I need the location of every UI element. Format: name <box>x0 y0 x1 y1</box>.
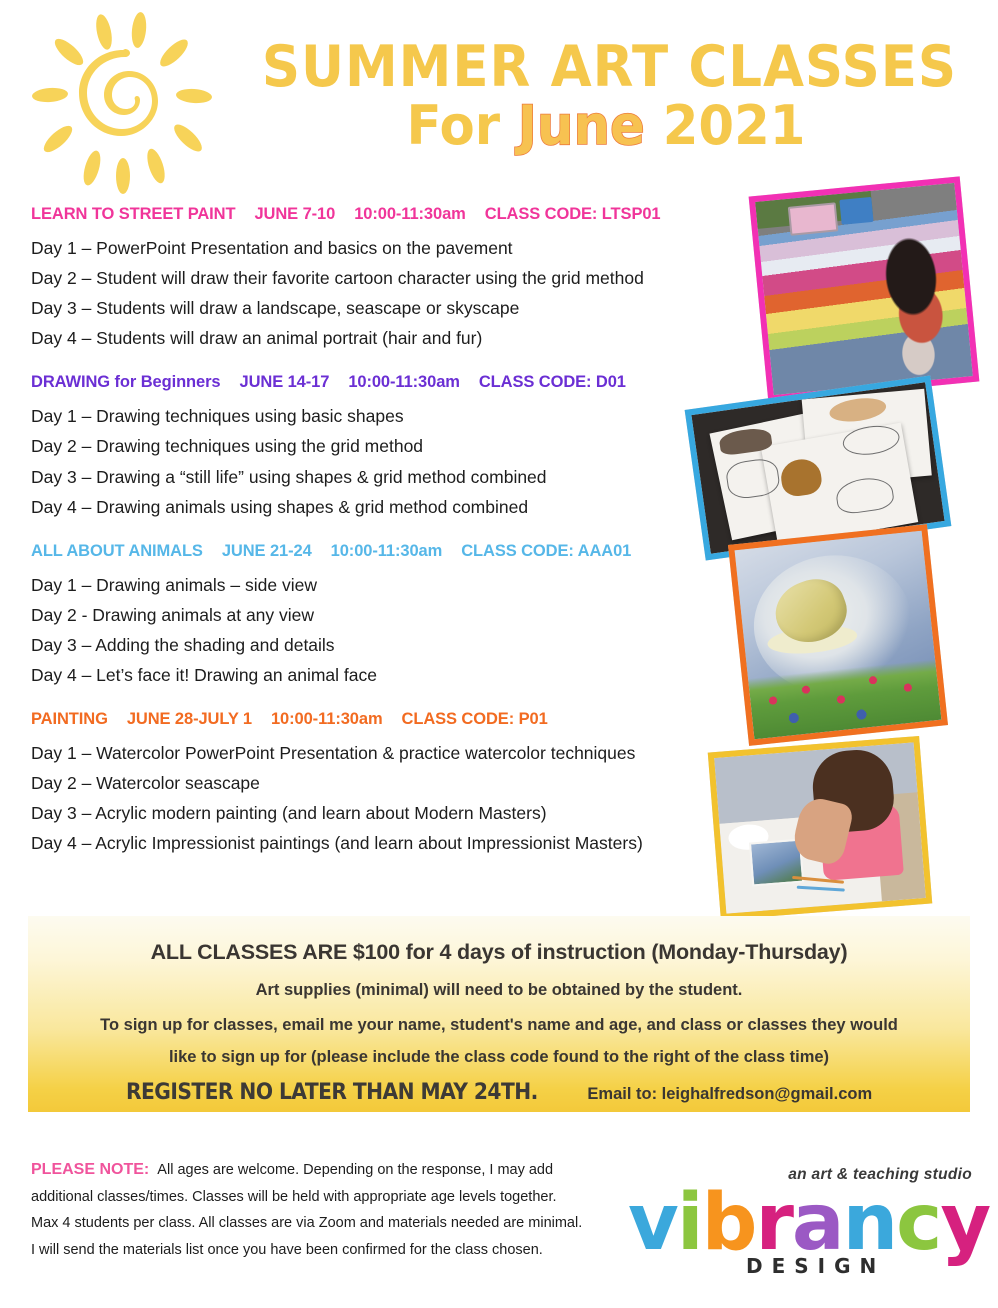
subtitle-year: 2021 <box>644 94 806 158</box>
sun-spiral-icon <box>18 8 228 198</box>
class-time: 10:00-11:30am <box>330 541 443 560</box>
class-time: 10:00-11:30am <box>354 205 466 223</box>
vibrancy-design-logo <box>628 1162 990 1280</box>
title-block <box>236 34 976 158</box>
class-day-line: Day 4 – Acrylic Impressionist paintings (and learn about Impressionist Masters) <box>31 833 643 854</box>
class-heading <box>31 710 751 729</box>
class-dates: JUNE 14-17 <box>239 373 330 392</box>
bird-painting-photo <box>728 524 948 746</box>
class-name: ALL ABOUT ANIMALS <box>31 541 203 560</box>
class-day-line: Day 2 – Watercolor seascape <box>31 773 260 794</box>
brand-letter: c <box>896 1178 941 1268</box>
brand-letter: y <box>940 1178 990 1268</box>
class-day-line: Day 4 – Let’s face it! Drawing an animal face <box>31 665 377 686</box>
class-list <box>31 205 751 879</box>
student-painting-photo <box>708 736 933 920</box>
brand-letter: n <box>842 1178 897 1268</box>
class-day-line: Day 3 – Adding the shading and details <box>31 634 335 655</box>
signup-line-2: like to sign up for (please include the class code found to the right of the class time) <box>168 1048 830 1066</box>
brand-subword: DESIGN <box>746 1254 886 1278</box>
class-dates: JUNE 7-10 <box>254 205 336 223</box>
class-day-line: Day 1 – Watercolor PowerPoint Presentation & practice watercolor techniques <box>31 743 636 764</box>
brand-tagline: an art & teaching studio <box>788 1166 972 1183</box>
class-day-line: Day 1 – Drawing techniques using basic shapes <box>31 406 404 427</box>
page-title: SUMMER ART CLASSES <box>261 34 958 100</box>
class-code: CLASS CODE: AAA01 <box>461 541 632 560</box>
class-day-line: Day 4 – Drawing animals using shapes & grid method combined <box>31 496 529 517</box>
class-day-line: Day 2 – Student will draw their favorite cartoon character using the grid method <box>31 268 644 289</box>
class-time: 10:00-11:30am <box>270 710 383 729</box>
supplies-line: Art supplies (minimal) will need to be obtained by the student. <box>255 981 743 999</box>
class-code: CLASS CODE: LTSP01 <box>484 205 661 223</box>
class-time: 10:00-11:30am <box>348 373 460 392</box>
brand-letter: r <box>755 1178 792 1268</box>
class-dates: JUNE 21-24 <box>221 541 312 560</box>
class-block <box>31 710 751 858</box>
note-line: additional classes/times. Classes will be held with appropriate age levels together. <box>31 1189 557 1206</box>
class-name: DRAWING for Beginners <box>31 373 221 392</box>
note-line <box>31 1155 631 1184</box>
class-name: PAINTING <box>31 710 108 729</box>
class-block <box>31 205 751 353</box>
class-code: CLASS CODE: D01 <box>478 373 626 392</box>
note-line: I will send the materials list once you have been confirmed for the class chosen. <box>31 1241 543 1258</box>
class-day-line: Day 3 – Students will draw a landscape, seascape or skyscape <box>31 298 520 319</box>
signup-line-1: To sign up for classes, email me your name, student's name and age, and class or classes they would <box>100 1016 898 1034</box>
class-block <box>31 373 751 521</box>
class-day-line: Day 1 – PowerPoint Presentation and basics on the pavement <box>31 238 513 258</box>
class-day-line: Day 2 – Drawing techniques using the grid method <box>31 436 424 457</box>
price-line: ALL CLASSES ARE $100 for 4 days of instruction (Monday-Thursday) <box>150 940 848 964</box>
class-day-line: Day 2 - Drawing animals at any view <box>31 604 315 625</box>
note-text: All ages are welcome. Depending on the response, I may add <box>157 1162 554 1178</box>
brand-letter: b <box>701 1178 756 1268</box>
class-heading <box>31 205 751 224</box>
subtitle-month: June <box>517 94 645 158</box>
brand-letter: a <box>791 1178 843 1268</box>
pricing-info-box <box>28 916 970 1112</box>
note-line: Max 4 students per class. All classes are via Zoom and materials needed are minimal. <box>31 1215 583 1232</box>
contact-email[interactable]: Email to: leighalfredson@gmail.com <box>587 1085 873 1103</box>
brand-letter: i <box>676 1178 702 1268</box>
class-name: LEARN TO STREET PAINT <box>31 205 236 223</box>
class-day-line: Day 1 – Drawing animals – side view <box>31 574 317 595</box>
register-deadline: REGISTER NO LATER THAN MAY 24TH. <box>125 1080 538 1105</box>
class-code: CLASS CODE: P01 <box>401 710 548 729</box>
subtitle-prefix: For <box>406 94 518 158</box>
register-row <box>46 1080 952 1105</box>
class-heading <box>31 373 751 392</box>
class-dates: JUNE 28-JULY 1 <box>126 710 252 729</box>
class-day-line: Day 3 – Drawing a “still life” using shapes & grid method combined <box>31 466 547 487</box>
flyer-header <box>0 0 998 182</box>
please-note-block <box>31 1155 631 1263</box>
class-day-line: Day 3 – Acrylic modern painting (and learn about Modern Masters) <box>31 803 547 824</box>
class-day-line: Day 4 – Students will draw an animal portrait (hair and fur) <box>31 328 483 349</box>
class-heading <box>31 542 751 561</box>
please-note-label: PLEASE NOTE: <box>31 1161 150 1178</box>
street-painting-photo <box>749 176 980 401</box>
class-block <box>31 542 751 690</box>
page-subtitle <box>255 94 958 158</box>
brand-letter: v <box>628 1178 677 1268</box>
